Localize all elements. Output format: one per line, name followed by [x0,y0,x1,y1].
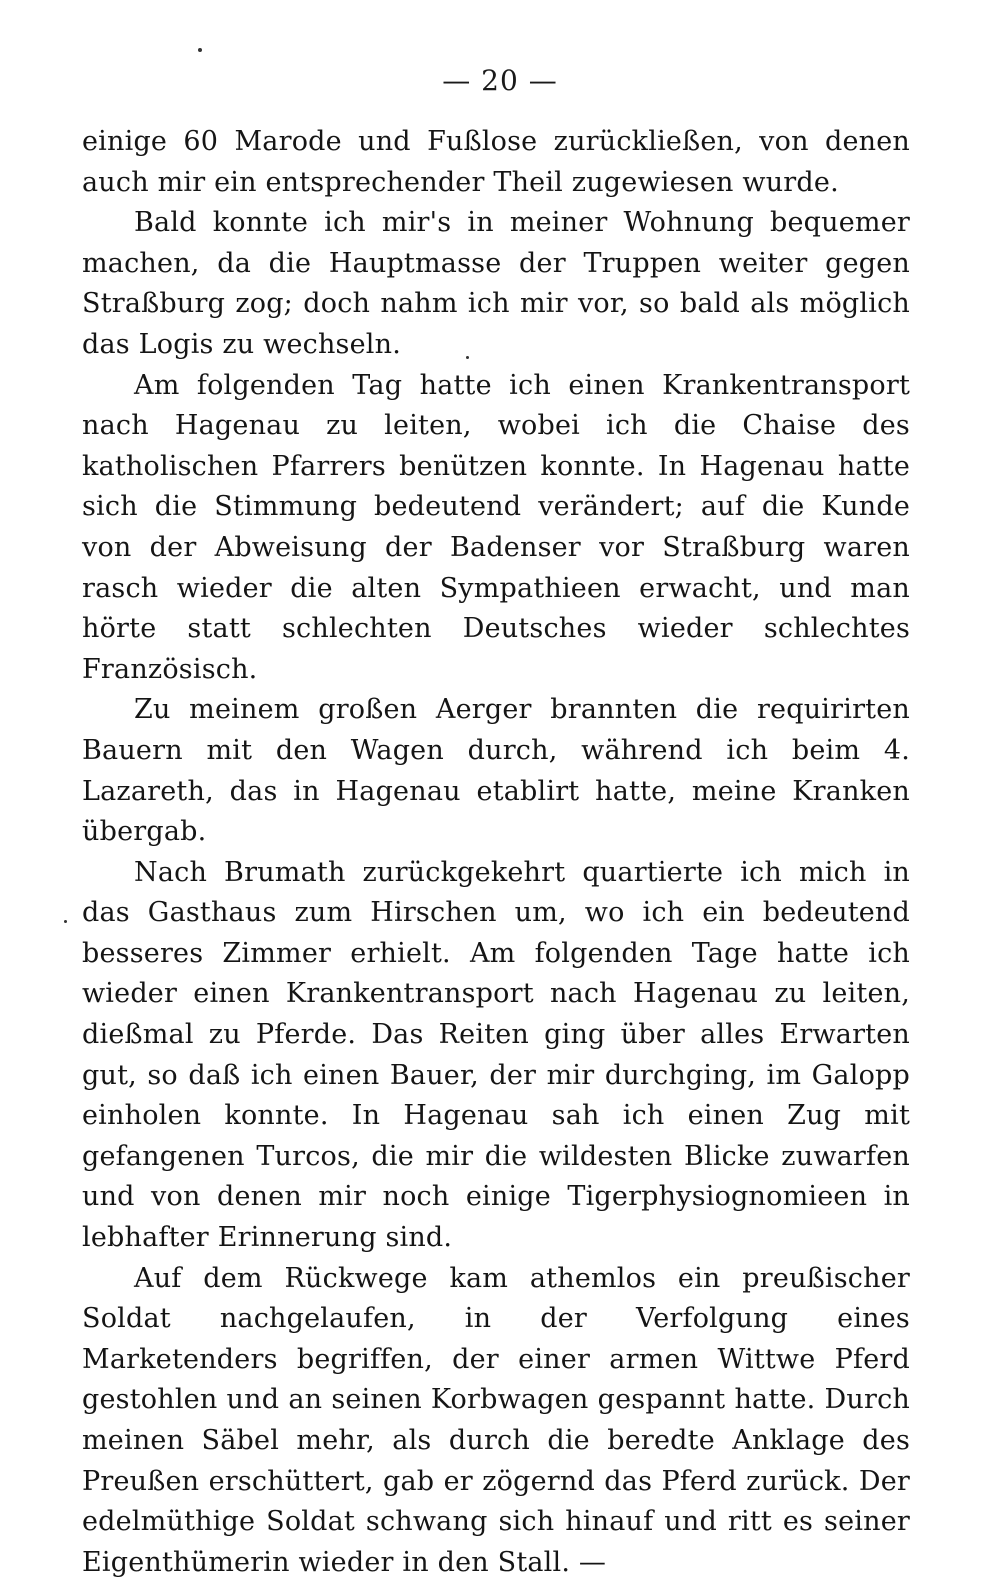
page-number: — 20 — [442,64,558,97]
paragraph-5: Nach Brumath zurückgekehrt quartierte ich mich in das Gasthaus zum Hirschen um, wo ich ein bedeutend besseres Zimmer erhielt. Am folgenden Tage hatte ich wieder einen Krankentransport nach Hagenau zu leiten, dießmal zu Pferde. Das Reiten ging über alles Erwarten gut, so daß ich einen Bauer, der mir durchging, im Galopp einholen konnte. In Hagenau sah ich einen Zug mit gefangenen Turcos, die mir die wildesten Blicke zuwarfen und von denen mir noch einige Tigerphysiognomieen in lebhafter Erinnerung sind. [82,856,910,1254]
paragraph-3: Am folgenden Tag hatte ich einen Krankentransport nach Hagenau zu leiten, wobei ich die Chaise des katholischen Pfarrers benützen konnte. In Hagenau hatte sich die Stimmung bedeutend verändert; auf die Kunde von der Abweisung der Badenser vor Straßburg waren rasch wieder die alten Sympathieen erwacht, und man hörte statt schlechten Deutsches wieder schlechtes Französisch. [82,369,910,685]
paragraph-1: einige 60 Marode und Fußlose zurückließen, von denen auch mir ein entsprechender Theil zugewiesen wurde. [82,126,910,198]
body-text [82,122,910,1583]
paper-speck [64,920,67,923]
paragraph-6: Auf dem Rückwege kam athemlos ein preußischer Soldat nachgelaufen, in der Verfolgung eines Marketenders begriffen, der einer armen Wittwe Pferd gestohlen und an seinen Korbwagen gespannt hatte. Durch meinen Säbel mehr, als durch die beredte Anklage des Preußen erschüttert, gab er zögernd das Pferd zurück. Der edelmüthige Soldat schwang sich hinauf und ritt es seiner Eigenthümerin wieder in den Stall. — [82,1262,910,1578]
paragraph-2: Bald konnte ich mir's in meiner Wohnung bequemer machen, da die Hauptmasse der Truppen weiter gegen Straßburg zog; doch nahm ich mir vor, so bald als möglich das Logis zu wechseln. [82,207,910,360]
paragraph-4: Zu meinem großen Aerger brannten die requirirten Bauern mit den Wagen durch, während ich beim 4. Lazareth, das in Hagenau etablirt hatte, meine Kranken übergab. [82,694,910,848]
paper-speck [466,356,469,359]
paper-speck [198,48,202,52]
